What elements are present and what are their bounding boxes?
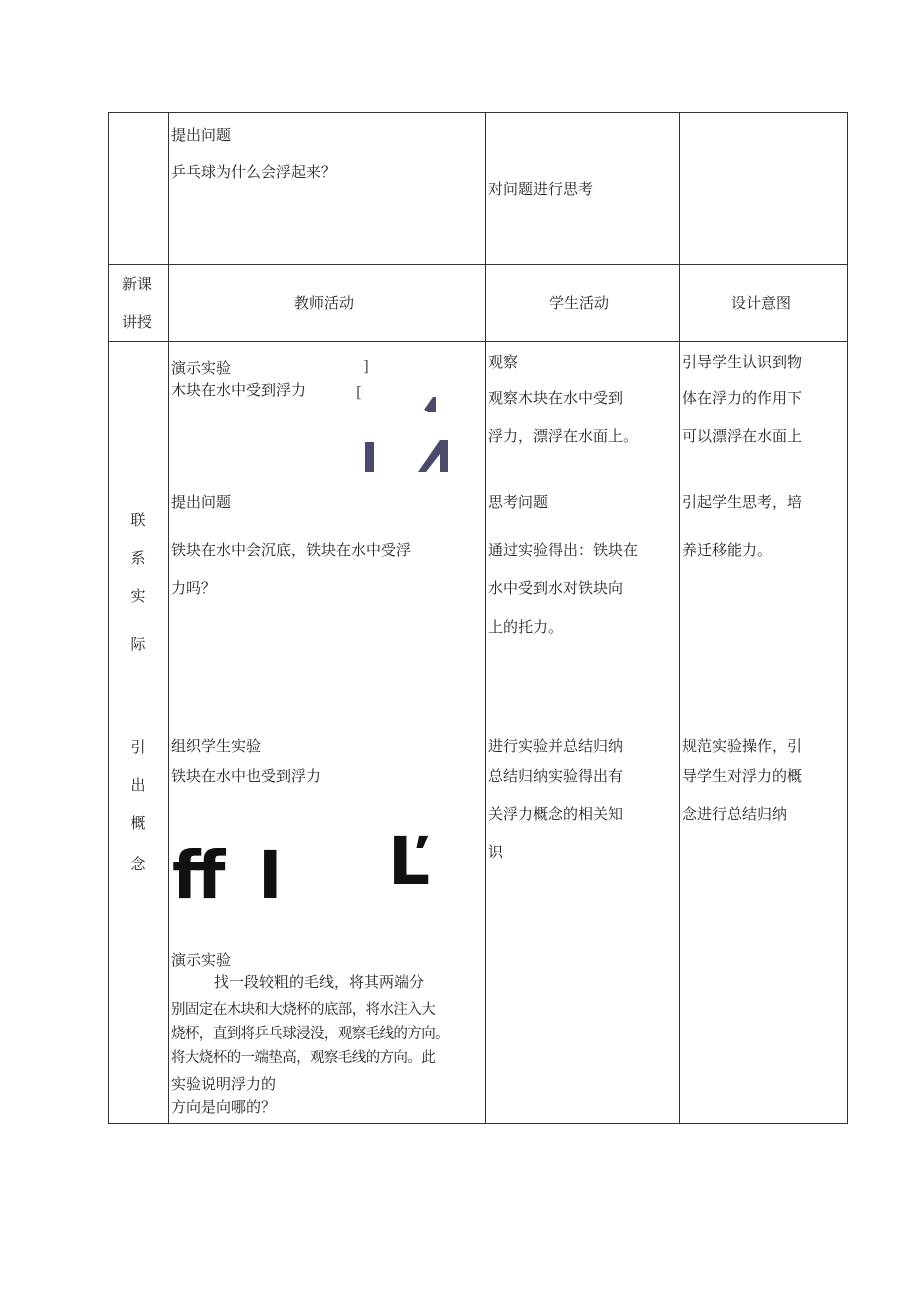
row-divider-2 — [108, 341, 848, 342]
student-obs-line2: 浮力，漂浮在水面上。 — [488, 427, 639, 445]
student-think-line1: 通过实验得出：铁块在 — [488, 541, 639, 559]
intent-a-line3: 可以漂浮在水面上 — [682, 427, 803, 445]
intent-b-line1: 引起学生思考，培 — [682, 493, 803, 511]
student-obs-line1: 观察木块在水中受到 — [488, 389, 624, 407]
teacher-demo2-line2: 别固定在木块和大烧杯的底部，将水注入大 — [171, 1002, 436, 1018]
figure-glyph-corner: Ľ — [388, 823, 431, 900]
table-border-left — [108, 112, 109, 1124]
section-label-part1-char4: 际 — [130, 635, 146, 653]
intent-b-line2: 养迁移能力。 — [682, 541, 773, 559]
figure-right-slant — [418, 440, 448, 472]
intent-c-line3: 念进行总结归纳 — [682, 805, 788, 823]
table-border-top — [108, 112, 848, 113]
teacher-demo1-bracket-right: ] — [363, 357, 369, 375]
student-obs-title: 观察 — [488, 353, 519, 371]
teacher-q2-line2: 力吗？ — [171, 579, 217, 597]
section-label-part2-char4: 念 — [130, 855, 146, 873]
table-border-bottom — [108, 1123, 848, 1124]
intent-a-line1: 引导学生认识到物 — [682, 353, 803, 371]
section-label-part1-char2: 系 — [130, 549, 146, 567]
student-sum-line1: 进行实验并总结归纳 — [488, 737, 624, 755]
teacher-demo1-bracket-left: [ — [356, 383, 362, 401]
row1-teacher-question: 乒乓球为什么会浮起来？ — [171, 163, 337, 181]
teacher-demo1-detail: 木块在水中受到浮力 — [171, 381, 307, 399]
col-divider-3 — [679, 112, 680, 1124]
header-student-activity: 学生活动 — [549, 294, 610, 312]
teacher-demo2-title: 演示实验 — [171, 951, 232, 969]
teacher-demo2-line3: 烧杯，直到将乒乓球浸没，观察毛线的方向。 — [171, 1026, 449, 1042]
teacher-exp-title: 组织学生实验 — [171, 737, 262, 755]
table-border-right — [847, 112, 848, 1124]
student-sum-line3: 关浮力概念的相关知 — [488, 805, 624, 823]
student-think-title: 思考问题 — [488, 493, 549, 511]
section-label-part2-char1: 引 — [130, 738, 146, 756]
section-label-part2-char3: 概 — [130, 814, 146, 832]
col-divider-1 — [168, 112, 169, 1124]
intent-a-line2: 体在浮力的作用下 — [682, 389, 803, 407]
row1-teacher-heading: 提出问题 — [171, 126, 232, 144]
teacher-demo2-line6: 方向是向哪的？ — [171, 1098, 277, 1116]
student-think-line3: 上的托力。 — [488, 618, 564, 636]
header-col1-line2: 讲授 — [122, 313, 153, 331]
student-think-line2: 水中受到水对铁块向 — [488, 579, 624, 597]
figure-top-mark — [424, 397, 436, 412]
section-label-part1-char3: 实 — [130, 587, 146, 605]
teacher-exp-detail: 铁块在水中也受到浮力 — [171, 767, 322, 785]
teacher-q2-line1: 铁块在水中会沉底，铁块在水中受浮 — [171, 541, 412, 559]
figure-left-bar — [365, 442, 374, 472]
row-divider-1 — [108, 264, 848, 265]
col-divider-2 — [485, 112, 486, 1124]
student-sum-line2: 总结归纳实验得出有 — [488, 767, 624, 785]
header-col1-line1: 新课 — [122, 275, 153, 293]
teacher-demo2-line4: 将大烧杯的一端垫高，观察毛线的方向。此 — [171, 1050, 436, 1066]
teacher-demo2-line1: 找一段较粗的毛线，将其两端分 — [214, 973, 425, 991]
row1-student-activity: 对问题进行思考 — [488, 180, 594, 198]
figure-glyph-bar: I — [258, 837, 283, 914]
student-sum-line4: 识 — [488, 843, 504, 861]
teacher-demo1-title: 演示实验 — [171, 359, 232, 377]
intent-c-line2: 导学生对浮力的概 — [682, 767, 803, 785]
figure-glyph-ff: ff — [172, 837, 222, 914]
teacher-demo2-line5: 实验说明浮力的 — [171, 1075, 277, 1093]
teacher-q2-heading: 提出问题 — [171, 493, 232, 511]
section-label-part2-char2: 出 — [130, 776, 146, 794]
section-label-part1-char1: 联 — [130, 511, 146, 529]
demo1-figure — [360, 392, 455, 477]
intent-c-line1: 规范实验操作，引 — [682, 737, 803, 755]
header-teacher-activity: 教师活动 — [294, 294, 355, 312]
header-design-intent: 设计意图 — [731, 294, 792, 312]
